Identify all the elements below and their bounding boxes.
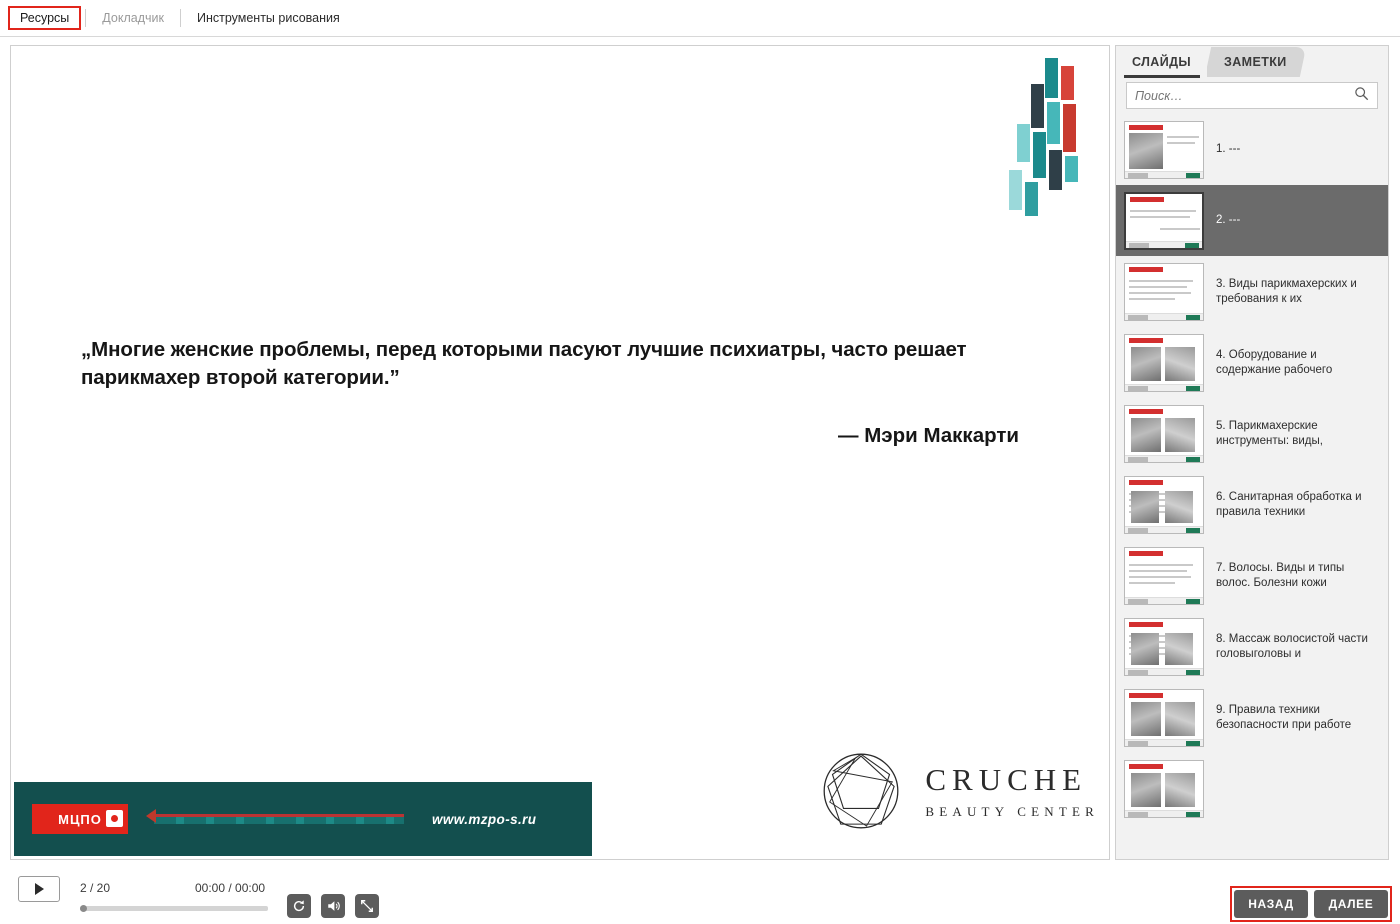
slide-thumbnail-list[interactable] xyxy=(1116,114,1388,859)
toolbar-divider-2 xyxy=(180,9,181,27)
search-icon[interactable] xyxy=(1354,86,1369,106)
tab-drawing-tools[interactable] xyxy=(185,7,352,29)
page-indicator: 2 / 20 xyxy=(80,881,111,895)
playback-toolbar xyxy=(0,864,1400,924)
slide-thumbnail-image xyxy=(1124,689,1204,747)
slide-thumbnail-label: 4. Оборудование и содержание рабочего xyxy=(1216,348,1333,376)
tab-presenter-label: Докладчик xyxy=(102,11,164,25)
slide-stage[interactable] xyxy=(10,45,1110,860)
slide-quote-author: — Мэри Маккарти xyxy=(838,424,1019,447)
slide-thumbnail-image xyxy=(1124,405,1204,463)
play-icon xyxy=(35,883,44,895)
tab-presenter[interactable] xyxy=(90,7,176,29)
slide-thumbnail-item[interactable] xyxy=(1116,114,1388,185)
right-panel xyxy=(1115,45,1389,860)
decorative-squares xyxy=(1005,58,1091,218)
tab-slides[interactable] xyxy=(1116,47,1207,77)
slide-thumbnail-item[interactable] xyxy=(1116,398,1388,469)
slide-thumbnail-item[interactable] xyxy=(1116,185,1388,256)
cruche-title: CRUCHE xyxy=(925,762,1088,797)
toolbar-divider-1 xyxy=(85,9,86,27)
right-panel-tabs xyxy=(1116,46,1388,76)
slide-thumbnail-item[interactable] xyxy=(1116,256,1388,327)
mzpo-logo-mark xyxy=(106,810,123,827)
slide-thumbnail-image xyxy=(1124,547,1204,605)
slide-thumbnail-image xyxy=(1124,618,1204,676)
cruche-subtitle: BEAUTY CENTER xyxy=(925,804,1099,819)
progress-slider[interactable] xyxy=(80,906,268,911)
cruche-wordmark xyxy=(925,762,1099,820)
footer-banner xyxy=(14,782,592,856)
slide-thumbnail-item[interactable] xyxy=(1116,611,1388,682)
banner-url: www.mzpo-s.ru xyxy=(432,811,537,827)
slide-thumbnail-label: 8. Массаж волосистой части головыголовы и xyxy=(1216,632,1368,660)
top-toolbar xyxy=(0,0,1400,37)
tab-resources-label: Ресурсы xyxy=(20,11,70,25)
fullscreen-icon xyxy=(360,899,374,913)
slide-thumbnail-label: 6. Санитарная обработка и правила техники xyxy=(1216,490,1362,518)
slide-thumbnail-label: 1. --- xyxy=(1216,143,1241,155)
slide-thumbnail-label: 2. --- xyxy=(1216,214,1241,226)
slide-thumbnail-label: 3. Виды парикмахерских и требования к их xyxy=(1216,277,1357,305)
tab-resources[interactable] xyxy=(8,6,81,30)
replay-icon xyxy=(292,899,306,913)
slide-thumbnail-image xyxy=(1124,476,1204,534)
volume-button[interactable] xyxy=(321,894,345,918)
slide-thumbnail-image xyxy=(1124,192,1204,250)
tab-notes[interactable] xyxy=(1205,47,1306,77)
tab-drawing-tools-label: Инструменты рисования xyxy=(196,11,340,25)
tab-slides-indicator xyxy=(1124,75,1200,78)
replay-button[interactable] xyxy=(287,894,311,918)
slide-thumbnail-label: 9. Правила техники безопасности при работе xyxy=(1216,703,1352,731)
mzpo-logo-text: МЦПО xyxy=(58,811,102,827)
next-button-label: ДАЛЕЕ xyxy=(1328,897,1374,911)
slide-thumbnail-label: 7. Волосы. Виды и типы волос. Болезни кожи xyxy=(1216,561,1345,589)
banner-stripe xyxy=(154,814,404,824)
slide-canvas xyxy=(11,46,1109,859)
navigation-buttons xyxy=(1230,886,1392,922)
slide-thumbnail-image xyxy=(1124,760,1204,818)
volume-icon xyxy=(326,899,341,913)
slide-thumbnail-image xyxy=(1124,263,1204,321)
back-button-label: НАЗАД xyxy=(1248,897,1294,911)
slide-thumbnail-label: 5. Парикмахерские инструменты: виды, xyxy=(1216,419,1323,447)
fullscreen-button[interactable] xyxy=(355,894,379,918)
slide-search[interactable] xyxy=(1126,82,1378,109)
slide-thumbnail-image xyxy=(1124,121,1204,179)
slide-thumbnail-image xyxy=(1124,334,1204,392)
slide-thumbnail-item[interactable] xyxy=(1116,540,1388,611)
slide-thumbnail-item[interactable] xyxy=(1116,753,1388,824)
slide-thumbnail-item[interactable] xyxy=(1116,327,1388,398)
slide-thumbnail-item[interactable] xyxy=(1116,469,1388,540)
tab-notes-label: ЗАМЕТКИ xyxy=(1224,55,1287,69)
tab-slides-label: СЛАЙДЫ xyxy=(1132,55,1192,69)
play-button[interactable] xyxy=(18,876,60,902)
mzpo-logo xyxy=(32,804,128,834)
cruche-logo-icon xyxy=(815,745,907,837)
slide-thumbnail-item[interactable] xyxy=(1116,682,1388,753)
next-button[interactable] xyxy=(1314,890,1388,918)
progress-knob[interactable] xyxy=(80,905,87,912)
cruche-brand xyxy=(815,745,1099,837)
back-button[interactable] xyxy=(1234,890,1308,918)
time-indicator: 00:00 / 00:00 xyxy=(195,881,266,895)
slide-quote-text: „Многие женские проблемы, перед которыми пасуют лучшие психиатры, часто решает парикмахер второй категории.” xyxy=(81,338,967,389)
search-input[interactable] xyxy=(1127,89,1354,103)
